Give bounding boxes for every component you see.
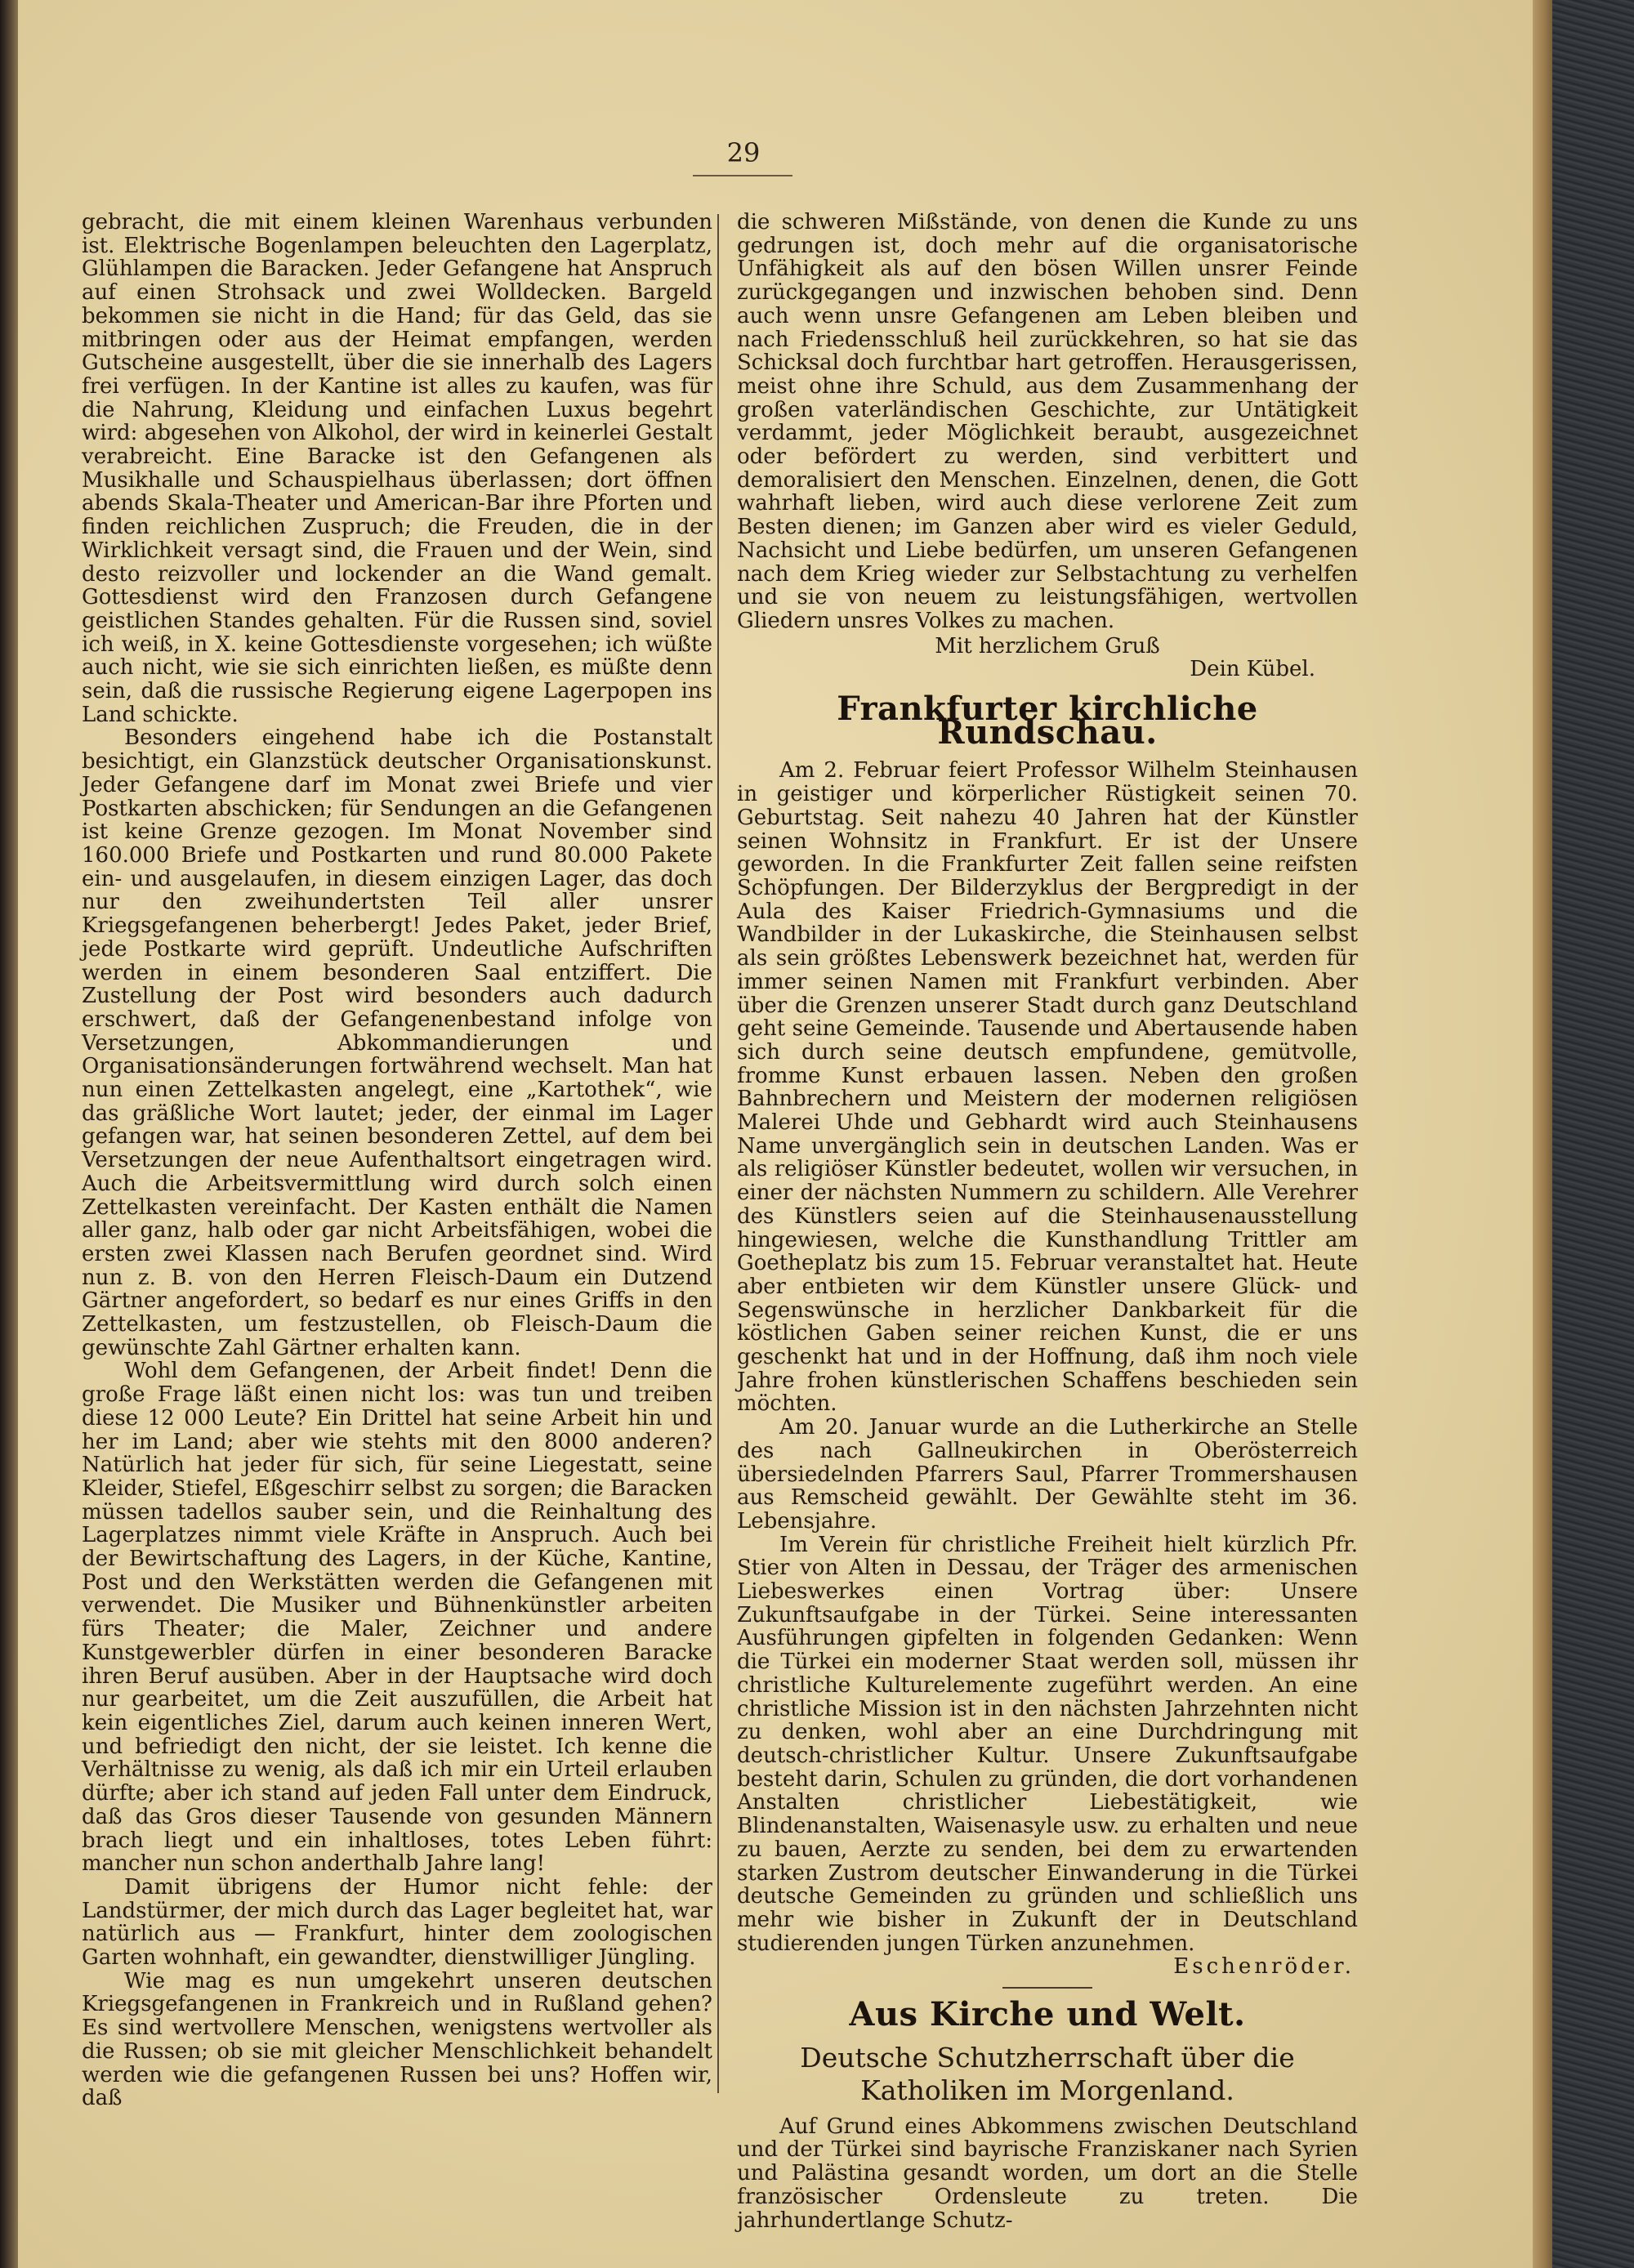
section-heading-rundschau: Frankfurter kirchliche Rundschau. xyxy=(837,690,1258,752)
paragraph: Wie mag es nun umgekehrt unseren deutschen Kriegsgefangenen in Frankreich und in Rußland gehen? Es sind wertvollere Menschen, wenigstens wertvoller als die Russen; ob sie mit gleicher Menschlichkeit behandelt werden wie die gefangenen Russen bei uns? Hoffen wir, daß xyxy=(82,1968,712,2111)
paragraph: Auf Grund eines Abkommens zwischen Deutschland und der Türkei sind bayrische Franziskaner nach Syrien und Palästina gesandt worden, um dort an die Stelle französischer Ordensleute zu treten. Die jahrhundertlange Schutz- xyxy=(737,2114,1358,2233)
paragraph: Im Verein für christliche Freiheit hielt kürzlich Pfr. Stier von Alten in Dessau, der Träger des armenischen Liebeswerkes einen Vortrag über: Unsere Zukunftsaufgabe in der Türkei. Seine interessanten Ausführungen gipfelten in folgenden Gedanken: Wenn die Türkei ein moderner Staat werden soll, müssen ihr christliche Kulturelemente zugeführt werden. An eine christliche Mission ist in den nächsten Jahrzehnten nicht zu denken, wohl aber an eine Durchdringung mit deutsch-christlicher Kultur. Unsere Zukunftsaufgabe besteht darin, Schulen zu gründen, die dort vorhandenen Anstalten christlicher Liebestätigkeit, wie Blindenanstalten, Waisenasyle usw. zu erhalten und neue zu bauen, Aerzte zu senden, bei dem zu erwartenden starken Zustrom deutscher Einwanderung in die Türkei deutsche Gemeinden zu gründen und schließlich uns mehr wie bisher in Zukunft der in Deutschland studierenden jungen Türken anzunehmen. xyxy=(737,1532,1358,1956)
paragraph: Besonders eingehend habe ich die Postanstalt besichtigt, ein Glanzstück deutscher Organisationskunst. Jeder Gefangene darf im Monat zwei Briefe und vier Postkarten abschicken; für Sendungen an die Gefangenen ist keine Grenze gezogen. Im Monat November sind 160.000 Briefe und Postkarten und rund 80.000 Pakete ein- und ausgelaufen, in diesem einzigen Lager, das doch nur den zweihundertsten Teil aller unsrer Kriegsgefangenen beherbergt! Jedes Paket, jeder Brief, jede Postkarte wird geprüft. Undeutliche Aufschriften werden in einem besonderen Saal entziffert. Die Zustellung der Post wird besonders auch dadurch erschwert, daß der Gefangenenbestand infolge von Versetzungen, Abkommandierungen und Organisationsänderungen fortwährend wechselt. Man hat nun einen Zettelkasten angelegt, eine „Kartothek“, wie das gräßliche Wort lautet; jeder, der einmal im Lager gefangen war, hat seinen besonderen Zettel, auf dem bei Versetzungen der neue Aufenthaltsort eingetragen wird. Auch die Arbeitsvermittlung wird durch solch einen Zettelkasten vereinfacht. Der Kasten enthält die Namen aller ganz, halb oder gar nicht Arbeitsfähigen, wobei die ersten zwei Klassen nach Berufen geordnet sind. Wird nun z. B. von den Herren Fleisch-Daum ein Dutzend Gärtner angefordert, so bedarf es nur eines Griffs in den Zettelkasten, um festzustellen, ob Fleisch-Daum die gewünschte Zahl Gärtner erhalten kann. xyxy=(82,725,712,1360)
paragraph: Damit übrigens der Humor nicht fehle: der Landstürmer, der mich durch das Lager begleitet hat, war natürlich aus — Frankfurt, hinter dem zoologischen Garten wohnhaft, ein gewandter, dienstwilliger Jüngling. xyxy=(82,1874,712,1971)
paragraph: Am 2. Februar feiert Professor Wilhelm Steinhausen in geistiger und körperlicher Rüstigkeit seinen 70. Geburtstag. Seit nahezu 40 Jahren hat der Künstler seinen Wohnsitz in Frankfurt. Er ist der Unsere geworden. In die Frankfurter Zeit fallen seine reifsten Schöpfungen. Der Bilderzyklus der Bergpredigt in der Aula des Kaiser Friedrich-Gymnasiums und die Wandbilder in der Lukaskirche, die Steinhausen selbst als sein größtes Lebenswerk bezeichnet hat, werden für immer seinen Namen mit Frankfurt verbinden. Aber über die Grenzen unserer Stadt durch ganz Deutschland geht seine Gemeinde. Tausende und Abertausende haben sich durch seine deutsch empfundene, gemütvolle, fromme Kunst erbauen lassen. Neben den großen Bahnbrechern und Meistern der modernen religiösen Malerei Uhde und Gebhardt wird auch Steinhausens Name unvergänglich sein in deutschen Landen. Was er als religiöser Künstler bedeutet, wollen wir versuchen, in einer der nächsten Nummern zu schildern. Alle Verehrer des Künstlers seien auf die Steinhausenausstellung hingewiesen, welche die Kunsthandlung Trittler am Goetheplatz bis zum 15. Februar veranstaltet hat. Heute aber entbieten wir dem Künstler unsere Glück- und Segenswünsche in herzlicher Dankbarkeit für die köstlichen Gaben seiner reichen Kunst, die er uns geschenkt hat und in der Hoffnung, daß ihm noch viele Jahre frohen künstlerischen Schaffens beschieden sein möchten. xyxy=(737,758,1358,1417)
book-cover xyxy=(1552,0,1634,2268)
section-signature: Eschenröder. xyxy=(1173,1954,1355,1980)
section-heading-kirche-welt: Aus Kirche und Welt. xyxy=(849,1995,1246,2034)
header-rule xyxy=(693,175,792,176)
page-number: 29 xyxy=(726,137,761,168)
paragraph: Am 20. Januar wurde an die Lutherkirche an Stelle des nach Gallneukirchen in Oberösterreich übersiedelnden Pfarrers Saul, Pfarrer Trommershausen aus Remscheid gewählt. Der Gewählte steht im 36. Lebensjahre. xyxy=(737,1415,1358,1534)
paragraph: Wohl dem Gefangenen, der Arbeit findet! Denn die große Frage läßt einen nicht los: was tun und treiben diese 12 000 Leute? Ein Drittel hat seine Arbeit hin und her im Land; aber wie stehts mit den 8000 anderen? Natürlich hat jeder für sich, für seine Liegestatt, seine Kleider, Stiefel, Eßgeschirr selbst zu sorgen; die Baracken müssen tadellos sauber sein, und die Reinhaltung des Lagerplatzes nimmt viele Kräfte in Anspruch. Auch bei der Bewirtschaftung des Lagers, in der Küche, Kantine, Post und den Werkstätten werden die Gefangenen mit verwendet. Die Musiker und Bühnenkünstler arbeiten fürs Theater; die Maler, Zeichner und andere Kunstgewerbler dürfen in einer besonderen Baracke ihren Beruf ausüben. Aber in der Hauptsache wird doch nur gearbeitet, um die Zeit auszufüllen, die Arbeit hat kein eigentliches Ziel, darum auch keinen inneren Wert, und befriedigt den nicht, der sie leistet. Ich kenne die Verhältnisse zu wenig, als daß ich mir ein Urteil erlauben dürfte; aber ich stand auf jeden Fall unter dem Eindruck, daß das Gros dieser Tausende von gesunden Männern brach liegt und ein inhaltloses, totes Leben führt: mancher nun schon anderthalb Jahre lang! xyxy=(82,1359,712,1877)
section-rule xyxy=(1002,1987,1092,1989)
letter-signature: Dein Kübel. xyxy=(1190,657,1315,682)
column-divider xyxy=(717,214,719,2093)
letter-paragraph: die schweren Mißstände, von denen die Kunde zu uns gedrungen ist, doch mehr auf die organisatorische Unfähigkeit als auf den bösen Willen unsrer Feinde zurückgegangen und inzwischen behoben sind. Denn auch wenn unsre Gefangenen am Leben bleiben und nach Friedensschluß heil zurückkehren, so hat sie das Schicksal doch furchtbar hart getroffen. Herausgerissen, meist ohne ihre Schuld, aus dem Zusammenhang der großen vaterländischen Geschichte, zur Untätigkeit verdammt, jeder Möglichkeit beraubt, ausgezeichnet oder befördert zu werden, sind verbittert und demoralisiert den Menschen. Einzelnen, denen, die Gott wahrhaft lieben, wird auch diese verlorene Zeit zum Besten dienen; im Ganzen aber wird es vieler Geduld, Nachsicht und Liebe bedürfen, um unseren Gefangenen nach dem Krieg wieder zur Selbstachtung zu verhelfen und sie von neuem zu leistungsfähigen, wertvollen Gliedern unsres Volkes zu machen. xyxy=(737,210,1358,633)
article-subheading: Deutsche Schutzherrschaft über die Katholiken im Morgenland. xyxy=(800,2041,1295,2106)
paragraph: gebracht, die mit einem kleinen Warenhaus verbunden ist. Elektrische Bogenlampen beleuchten den Lagerplatz, Glühlampen die Baracken. Jeder Gefangene hat Anspruch auf einen Strohsack und zwei Wolldecken. Bargeld bekommen sie nicht in die Hand; für das Geld, das sie mitbringen oder aus der Heimat empfangen, werden Gutscheine ausgestellt, über die sie innerhalb des Lagers frei verfügen. In der Kantine ist alles zu kaufen, was für die Nahrung, Kleidung und einfachen Luxus begehrt wird: abgesehen von Alkohol, der wird in keinerlei Gestalt verabreicht. Eine Baracke ist den Gefangenen als Musikhalle und Schauspielhaus überlassen; dort öffnen abends Skala-Theater und American-Bar ihre Pforten und finden reichlichen Zuspruch; die Freuden, die in der Wirklichkeit versagt sind, die Frauen und der Wein, sind desto reizvoller und lockender an die Wand gemalt. Gottesdienst wird den Franzosen durch Gefangene geistlichen Standes gehalten. Für die Russen sind, soviel ich weiß, in X. keine Gottesdienste vorgesehen; ich wüßte auch nicht, wie sie sich einrichten ließen, es müßte denn sein, daß die russische Regierung eigene Lagerpopen ins Land schickte. xyxy=(82,210,712,727)
right-column xyxy=(737,211,1358,2232)
letter-closing: Mit herzlichem Gruß xyxy=(935,633,1160,659)
binding-left-edge xyxy=(0,0,18,2268)
left-column xyxy=(82,211,712,2110)
